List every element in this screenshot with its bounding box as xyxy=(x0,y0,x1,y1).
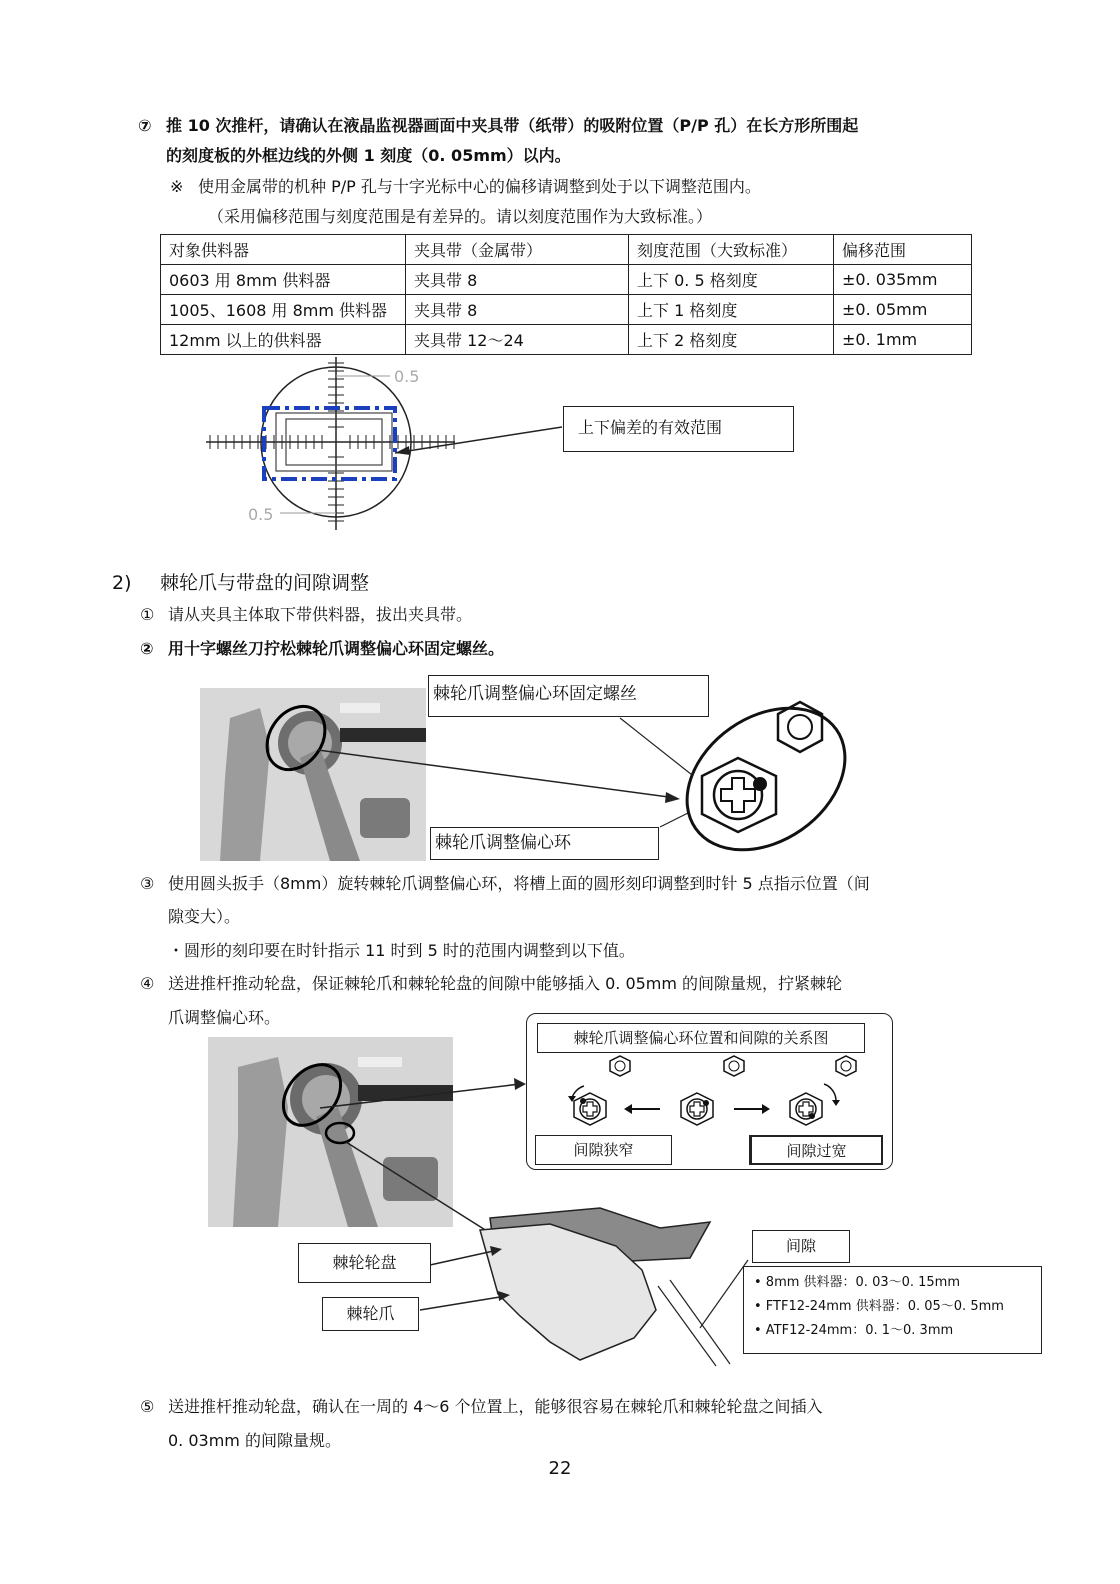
ring-wide-icon xyxy=(790,1084,840,1125)
step4-line1: ④ 送进推杆推动轮盘，保证棘轮爪和棘轮轮盘的间隙中能够插入 0. 05mm 的间隙量规，拧紧棘轮 xyxy=(140,974,843,993)
spec-table xyxy=(160,234,972,355)
table-row xyxy=(161,265,972,295)
step7-note2: （采用偏移范围与刻度范围是有差异的。请以刻度范围作为大致标准。） xyxy=(208,207,713,226)
step7-line2: 的刻度板的外框边线的外侧 1 刻度（0. 05mm）以内。 xyxy=(166,146,571,165)
gap-values-list xyxy=(754,1271,1031,1343)
table-cell: ±0. 035mm xyxy=(834,265,972,295)
table-row xyxy=(161,325,972,355)
gap-values-box xyxy=(743,1266,1042,1354)
table-cell: 0603 用 8mm 供料器 xyxy=(161,265,406,295)
arrow-head xyxy=(514,1078,526,1090)
table-cell: 夹具带 8 xyxy=(406,295,629,325)
eccentric-screw-callout: 棘轮爪调整偏心环固定螺丝 xyxy=(428,675,709,717)
callout-leader xyxy=(395,427,562,453)
pointer-line xyxy=(420,1296,506,1310)
gap-wide-label: 间隙过宽 xyxy=(749,1135,883,1165)
table-header-cell: 偏移范围 xyxy=(834,235,972,265)
step3-bullet: ・圆形的刻印要在时针指示 11 时到 5 时的范围内调整到以下值。 xyxy=(168,941,635,960)
pointer-line xyxy=(320,1084,520,1108)
page-number: 22 xyxy=(548,1458,572,1479)
step7-note1: ※ 使用金属带的机种 P/P 孔与十字光标中心的偏移请调整到处于以下调整范围内。 xyxy=(170,177,761,196)
step5-line1: ⑤ 送进推杆推动轮盘，确认在一周的 4～6 个位置上，能够很容易在棘轮爪和棘轮轮盘之间插入 xyxy=(140,1397,823,1416)
pointer-line xyxy=(700,1260,748,1328)
reticle-label-top: 0.5 xyxy=(394,367,420,386)
table-cell: 上下 0. 5 格刻度 xyxy=(629,265,834,295)
gap-title-label: 间隙 xyxy=(752,1230,850,1263)
relation-title: 棘轮爪调整偏心环位置和间隙的关系图 xyxy=(537,1023,865,1053)
gap-narrow-label: 间隙狭窄 xyxy=(535,1135,672,1165)
table-cell: 上下 1 格刻度 xyxy=(629,295,834,325)
section2-number: 2) xyxy=(112,572,132,594)
table-row xyxy=(161,295,972,325)
table-header-cell: 夹具带（金属带） xyxy=(406,235,629,265)
step4-line2: 爪调整偏心环。 xyxy=(168,1008,281,1027)
step3-line1: ③ 使用圆头扳手（8mm）旋转棘轮爪调整偏心环，将槽上面的圆形刻印调整到时针 5 点指示位置（间 xyxy=(140,874,870,893)
table-cell: ±0. 05mm xyxy=(834,295,972,325)
reticle-label-bottom: 0.5 xyxy=(248,505,274,524)
table-cell: 夹具带 12～24 xyxy=(406,325,629,355)
step7-line1: ⑦ 推 10 次推杆，请确认在液晶监视器画面中夹具带（纸带）的吸附位置（P/P 孔）在长方形所围起 xyxy=(138,116,859,135)
eccentric-ring-callout: 棘轮爪调整偏心环 xyxy=(430,827,659,860)
hex-nut-icon xyxy=(836,1056,856,1076)
step3-line2: 隙变大）。 xyxy=(168,907,241,926)
ratchet-wheel-label: 棘轮轮盘 xyxy=(298,1243,431,1283)
table-header-row xyxy=(161,235,972,265)
table-cell: 夹具带 8 xyxy=(406,265,629,295)
arrow-head xyxy=(395,446,410,455)
section2-step1: ① 请从夹具主体取下带供料器，拔出夹具带。 xyxy=(140,605,473,624)
list-item: • FTF12-24mm 供料器：0. 05～0. 5mm xyxy=(754,1299,1004,1314)
table-header-cell: 对象供料器 xyxy=(161,235,406,265)
pointer-line xyxy=(318,750,676,798)
section2-title: 棘轮爪与带盘的间隙调整 xyxy=(160,572,370,594)
table-cell: 12mm 以上的供料器 xyxy=(161,325,406,355)
section2-step2: ② 用十字螺丝刀拧松棘轮爪调整偏心环固定螺丝。 xyxy=(140,639,505,658)
screw-detail-diagram xyxy=(300,690,860,865)
list-item: • ATF12-24mm：0. 1～0. 3mm xyxy=(754,1323,954,1338)
ratchet-pawl-label: 棘轮爪 xyxy=(322,1297,419,1331)
step5-line2: 0. 03mm 的间隙量规。 xyxy=(168,1431,341,1450)
table-header-cell: 刻度范围（大致标准） xyxy=(629,235,834,265)
section2-heading xyxy=(112,568,369,595)
circle-mark-icon xyxy=(753,777,767,791)
note-marker: ※ xyxy=(170,177,184,196)
table-cell: 上下 2 格刻度 xyxy=(629,325,834,355)
effective-range-callout: 上下偏差的有效范围 xyxy=(563,406,794,452)
step7-marker: ⑦ xyxy=(138,116,152,135)
table-cell: 1005、1608 用 8mm 供料器 xyxy=(161,295,406,325)
arrow-head xyxy=(665,792,680,803)
pointer-line xyxy=(346,1142,498,1238)
list-item: • 8mm 供料器：0. 03～0. 15mm xyxy=(754,1275,961,1290)
table-cell: ±0. 1mm xyxy=(834,325,972,355)
